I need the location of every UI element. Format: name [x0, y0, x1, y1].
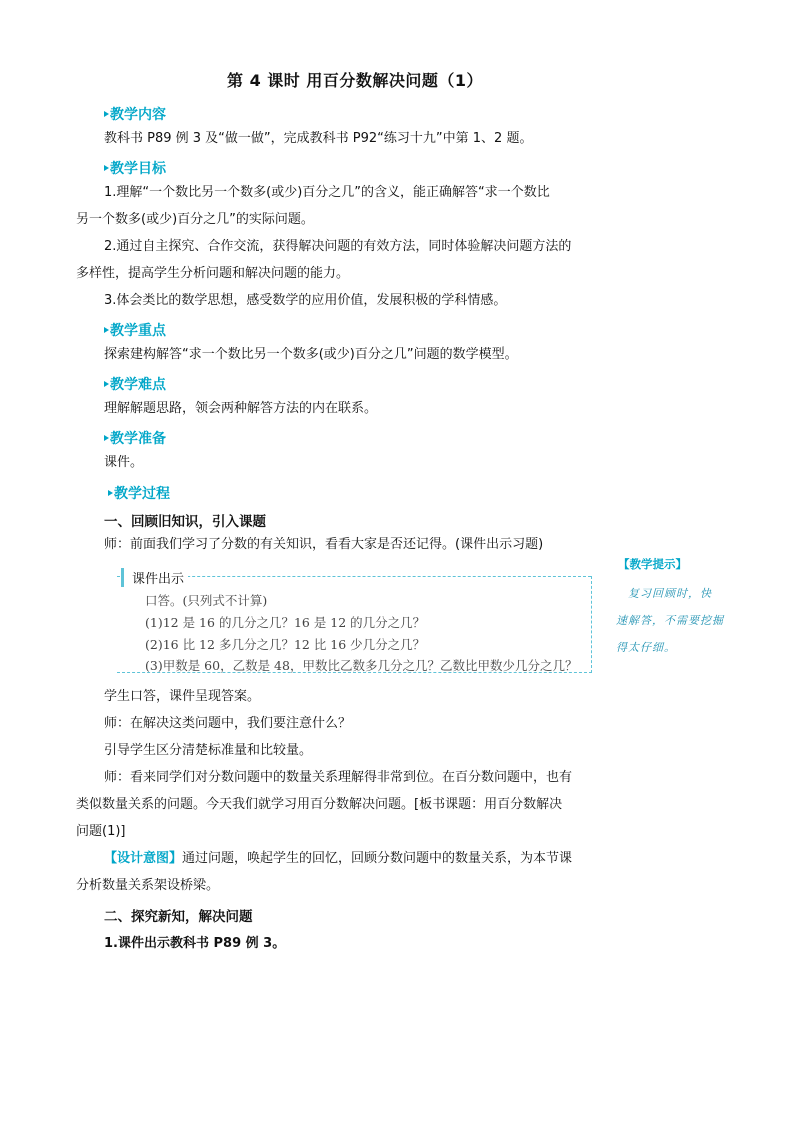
process-text-5-line-3: 问题(1)]	[76, 824, 126, 839]
section-heading-difficult: 教学难点	[104, 374, 166, 394]
goal-2-line-2: 多样性，提高学生分析问题和解决问题的能力。	[76, 266, 350, 281]
difficult-text: 理解解题思路，领会两种解答方法的内在联系。	[104, 401, 378, 416]
triangle-bullet-icon	[104, 327, 109, 333]
triangle-bullet-icon	[104, 111, 109, 117]
triangle-bullet-icon	[104, 381, 109, 387]
triangle-bullet-icon	[104, 165, 109, 171]
goal-1-line-2: 另一个数多(或少)百分之几”的实际问题。	[76, 212, 314, 227]
triangle-bullet-icon	[104, 435, 109, 441]
section-heading-goals: 教学目标	[104, 158, 166, 178]
design-intent-label: 【设计意图】	[104, 851, 183, 866]
exercise-question-3: (3)甲数是 60，乙数是 48，甲数比乙数多几分之几？乙数比甲数少几分之几？	[145, 658, 578, 673]
key-text: 探索建构解答“求一个数比另一个数多(或少)百分之几”问题的数学模型。	[104, 347, 518, 362]
teaching-tip-title: 【教学提示】	[618, 557, 687, 571]
goal-2-line-1: 2.通过自主探究、合作交流，获得解决问题的有效方法，同时体验解决问题方法的	[104, 239, 572, 254]
process-text-5-line-2: 类似数量关系的问题。今天我们就学习用百分数解决问题。[板书课题：用百分数解决	[76, 797, 563, 812]
process-heading-2: 二、探究新知，解决问题	[104, 909, 253, 925]
page-title: 第 4 课时 用百分数解决问题（1）	[227, 71, 483, 90]
content-text: 教科书 P89 例 3 及“做一做”，完成教科书 P92“练习十九”中第 1、2 题。	[104, 131, 533, 146]
goal-1-line-1: 1.理解“一个数比另一个数多(或少)百分之几”的含义，能正确解答“求一个数比	[104, 185, 550, 200]
section-heading-content: 教学内容	[104, 104, 166, 124]
process-text-1: 师：前面我们学习了分数的有关知识，看看大家是否还记得。(课件出示习题)	[104, 537, 544, 552]
process-text-5-line-1: 师：看来同学们对分数问题中的数量关系理解得非常到位。在百分数问题中，也有	[104, 770, 573, 785]
process-text-6: 1.课件出示教科书 P89 例 3。	[104, 936, 286, 951]
teaching-tip-line-3: 得太仔细。	[616, 641, 676, 654]
process-text-3: 师：在解决这类问题中，我们要注意什么？	[104, 716, 352, 731]
teaching-tip-line-1: 复习回顾时，快	[628, 587, 712, 600]
section-heading-process: 教学过程	[108, 483, 170, 503]
design-intent-line-2: 分析数量关系架设桥梁。	[76, 878, 220, 893]
triangle-bullet-icon	[108, 490, 113, 496]
exercise-question-0: 口答。(只列式不计算)	[145, 593, 268, 608]
process-text-2: 学生口答，课件呈现答案。	[104, 689, 261, 704]
teaching-tip-line-2: 速解答，不需要挖掘	[616, 614, 724, 627]
exercise-box-tag: 课件出示	[121, 568, 188, 587]
exercise-question-2: (2)16 比 12 多几分之几？12 比 16 少几分之几？	[145, 637, 426, 652]
process-text-4: 引导学生区分清楚标准量和比较量。	[104, 743, 313, 758]
prep-text: 课件。	[104, 455, 144, 470]
section-heading-key: 教学重点	[104, 320, 166, 340]
exercise-question-1: (1)12 是 16 的几分之几？16 是 12 的几分之几？	[145, 615, 426, 630]
process-heading-1: 一、回顾旧知识，引入课题	[104, 514, 266, 530]
design-intent-text: 通过问题，唤起学生的回忆，回顾分数问题中的数量关系，为本节课	[182, 851, 573, 866]
goal-3: 3.体会类比的数学思想，感受数学的应用价值，发展积极的学科情感。	[104, 293, 507, 308]
design-intent-line-1	[104, 851, 572, 867]
section-heading-prep: 教学准备	[104, 428, 166, 448]
